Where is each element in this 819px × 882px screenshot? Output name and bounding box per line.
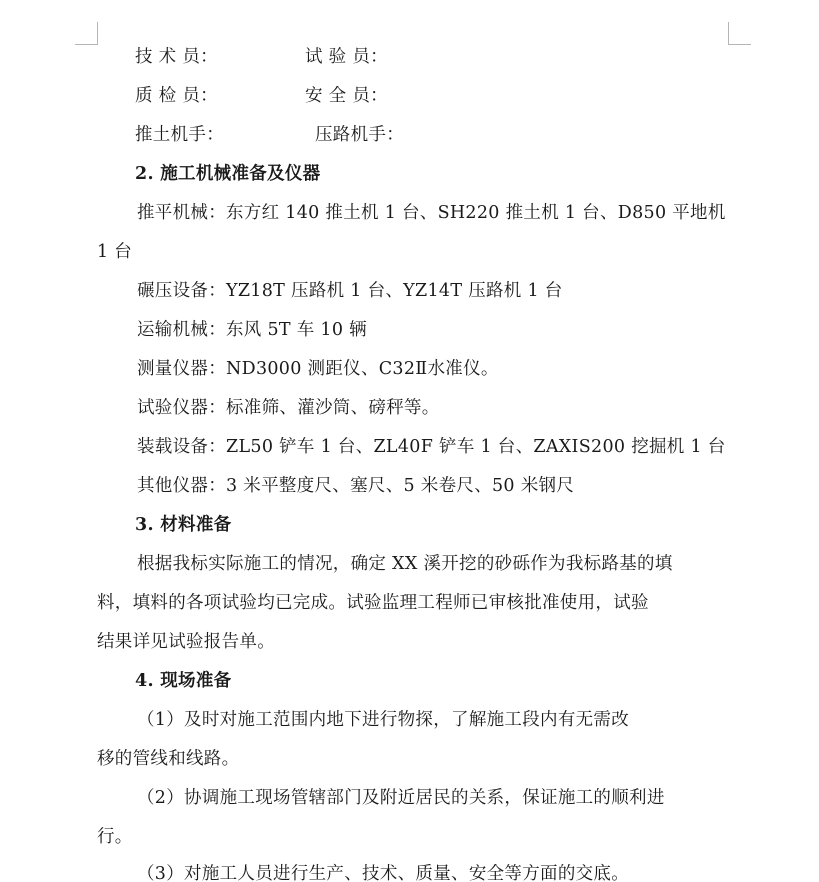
- paragraph-transport-machinery: 运输机械：东风 5T 车 10 辆: [137, 320, 367, 340]
- section-heading-materials: 3. 材料准备: [135, 515, 232, 535]
- margin-corner-mark-top-right: [728, 22, 751, 45]
- safety-staff-label: 安 全 员：: [305, 86, 388, 106]
- paragraph-leveling-machinery-cont: 1 台: [97, 242, 133, 262]
- paragraph-materials-line-1: 根据我标实际施工的情况，确定 XX 溪开挖的砂砾作为我标路基的填: [137, 554, 673, 574]
- paragraph-testing-instruments: 试验仪器：标准筛、灌沙筒、磅秤等。: [137, 398, 440, 418]
- roller-operator-label: 压路机手：: [315, 125, 404, 145]
- paragraph-materials-line-3: 结果详见试验报告单。: [97, 632, 275, 652]
- paragraph-other-instruments: 其他仪器：3 米平整度尺、塞尺、5 米卷尺、50 米钢尺: [137, 476, 575, 496]
- tech-staff-label: 技 术 员：: [135, 47, 218, 67]
- list-item-2-line-1: （2）协调施工现场管辖部门及附近居民的关系，保证施工的顺利进: [137, 788, 665, 808]
- list-item-1-line-2: 移的管线和线路。: [97, 749, 240, 769]
- paragraph-loading-equipment: 装载设备：ZL50 铲车 1 台、ZL40F 铲车 1 台、ZAXIS200 挖掘机 1 台: [137, 437, 726, 457]
- paragraph-leveling-machinery: 推平机械：东方红 140 推土机 1 台、SH220 推土机 1 台、D850 平地机: [137, 203, 726, 223]
- dozer-operator-label: 推土机手：: [135, 125, 224, 145]
- margin-corner-mark-top-left: [75, 22, 98, 45]
- list-item-1-line-1: （1）及时对施工范围内地下进行物探，了解施工段内有无需改: [137, 710, 630, 730]
- section-heading-machinery: 2. 施工机械准备及仪器: [135, 164, 321, 184]
- paragraph-compaction-equipment: 碾压设备：YZ18T 压路机 1 台、YZ14T 压路机 1 台: [137, 281, 563, 301]
- qc-staff-label: 质 检 员：: [135, 86, 218, 106]
- list-item-2-line-2: 行。: [97, 827, 133, 847]
- list-item-3-line-1: （3）对施工人员进行生产、技术、质量、安全等方面的交底。: [137, 864, 630, 882]
- paragraph-survey-instruments: 测量仪器：ND3000 测距仪、C32Ⅱ水准仪。: [137, 359, 499, 379]
- test-staff-label: 试 验 员：: [305, 47, 388, 67]
- section-heading-site-prep: 4. 现场准备: [135, 671, 232, 691]
- paragraph-materials-line-2: 料，填料的各项试验均已完成。试验监理工程师已审核批准使用，试验: [97, 593, 649, 613]
